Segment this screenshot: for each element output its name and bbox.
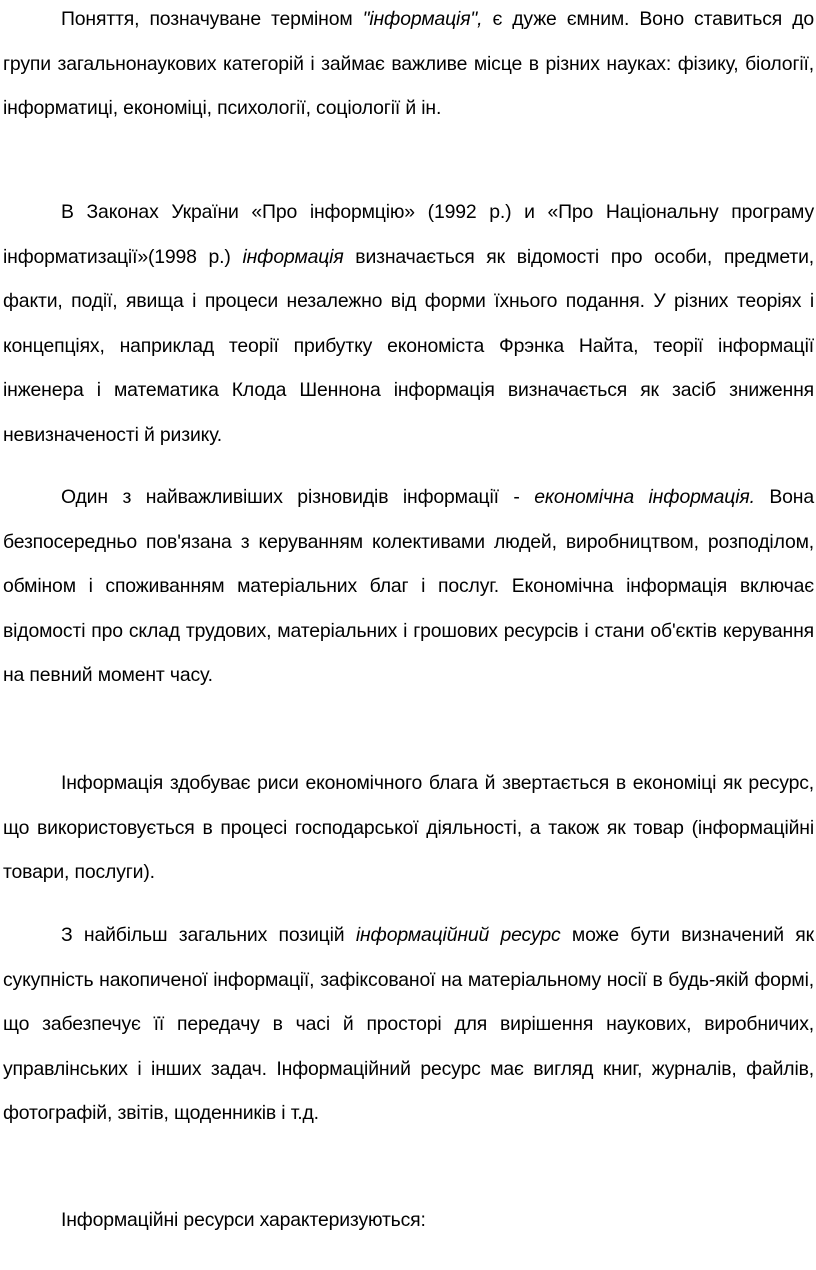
italic-term: "інформація", xyxy=(362,8,483,30)
text-segment: Один з найважливіших різновидів інформації - xyxy=(61,486,535,508)
italic-term: інформація xyxy=(242,245,344,268)
text-segment: Інформація здобуває риси економічного блага й звертається в економіці як ресурс, що використовується в процесі господарської діяльності, а також як товар (інформаційні товари, послуги). xyxy=(3,772,814,884)
text-segment: В Законах України «Про інформцію» (1992 р.) и «Про Національну програму інформатизації»(1998 р.) xyxy=(3,201,814,268)
text-segment: Вона безпосередньо пов'язана з керуванням колективами людей, виробництвом, розподілом, обміном і споживанням матеріальних благ і послуг. Економічна інформація включає відомості про склад трудових, матеріальних і грошових ресурсів і стани об'єктів керування на певний момент часу. xyxy=(3,486,814,687)
text-segment: Інформаційні ресурси характеризуються: xyxy=(61,1209,426,1231)
text-segment: З найбільш загальних позицій xyxy=(61,924,356,946)
paragraph-economic-information xyxy=(3,475,814,698)
text-segment: визначається як відомості про особи, предмети, факти, події, явища і процеси незалежно від форми їхнього подання. У різних теоріях і концепціях, наприклад теорії прибутку економіста Фрэнка Найта, теорії інформації інженера і математика Клода Шеннона інформація визначається як засіб зниження невизначеності й ризику. xyxy=(3,245,814,446)
italic-term: інформаційний ресурс xyxy=(355,924,561,946)
paragraph-economic-good xyxy=(3,761,814,895)
text-segment: Поняття, позначуване терміном xyxy=(61,8,363,30)
italic-term: економічна інформація. xyxy=(534,486,755,508)
paragraph-laws-of-ukraine xyxy=(3,190,814,458)
text-segment: може бути визначений як сукупність накопиченої інформації, зафіксованої на матеріальному носії в будь-якій формі, що забезпечує її передачу в часі й просторі для вирішення наукових, виробничих, управлінських і інших задач. Інформаційний ресурс має вигляд книг, журналів, файлів, фотографій, звітів, щоденників і т.д. xyxy=(3,924,814,1125)
paragraph-information-resource xyxy=(3,913,814,1136)
paragraph-information-concept xyxy=(3,0,814,131)
paragraph-resources-characterized xyxy=(3,1198,814,1243)
text-segment: є дуже ємним. Воно ставиться до групи загальнонаукових категорій і займає важливе місце в різних науках: фізику, біології, інформатиці, економіці, психології, соціології й ін. xyxy=(3,8,814,120)
